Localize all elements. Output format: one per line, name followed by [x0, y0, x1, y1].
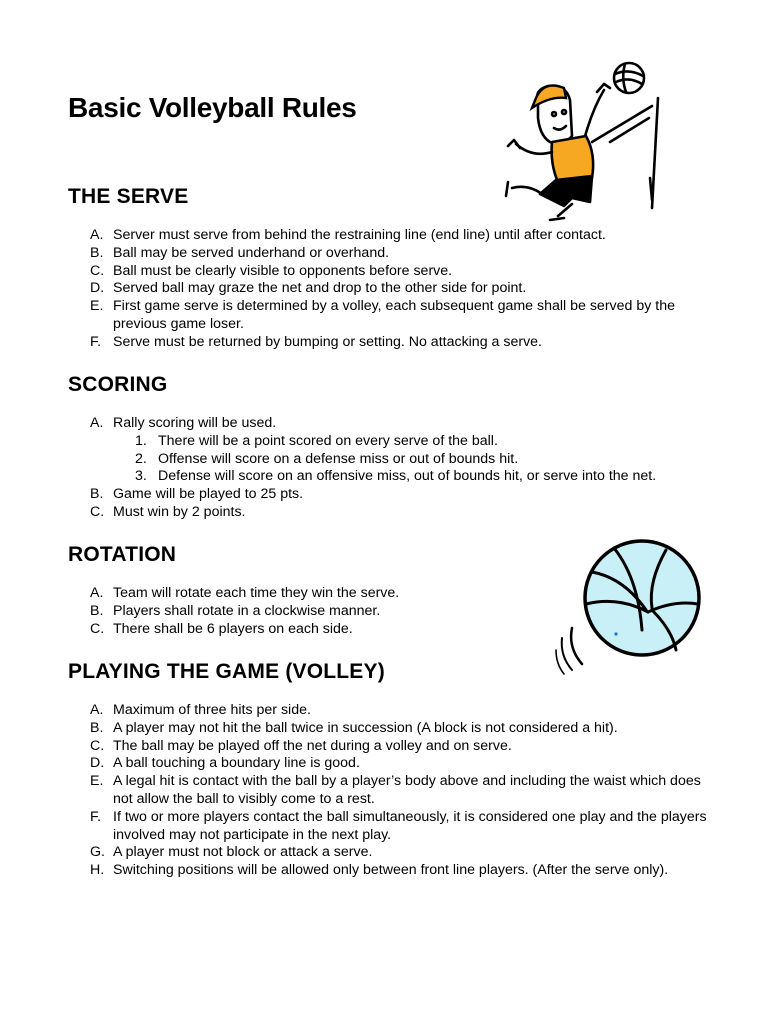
list-item: A. Maximum of three hits per side. — [90, 702, 311, 718]
list-item: D. Served ball may graze the net and drop to the other side for point. — [90, 280, 527, 297]
list-item: E. A legal hit is contact with the ball by a player’s body above and including the waist which does not allow the ball to visibly come to a rest. — [90, 773, 701, 807]
list-item: A. Team will rotate each time they win the serve. — [90, 585, 400, 601]
volleyball-icon — [554, 538, 704, 678]
list-item: A. Server must serve from behind the restraining line (end line) until after contact. — [90, 227, 606, 243]
page-title: Basic Volleyball Rules — [68, 92, 357, 123]
section-scoring — [68, 372, 708, 522]
section-playing-the-game — [68, 659, 708, 880]
list-item: B. Game will be played to 25 pts. — [90, 486, 304, 503]
sub-list-item: 3. Defense will score on an offensive miss, out of bounds hit, or serve into the net. — [135, 468, 657, 485]
sub-list-item: 1. There will be a point scored on every serve of the ball. — [135, 432, 498, 449]
list-item: B. A player may not hit the ball twice in succession (A block is not considered a hit). — [90, 719, 618, 736]
list-item: C. There shall be 6 players on each side. — [90, 620, 353, 637]
section-heading: ROTATION — [68, 543, 177, 566]
list-item: B. Players shall rotate in a clockwise manner. — [90, 602, 381, 619]
list-item: C. Ball must be clearly visible to opponents before serve. — [90, 262, 453, 279]
section-heading: PLAYING THE GAME (VOLLEY) — [68, 660, 385, 683]
list-item: E. First game serve is determined by a volley, each subsequent game shall be served by the previous game loser. — [90, 298, 676, 332]
list-item: C. Must win by 2 points. — [90, 503, 246, 520]
section-the-serve — [68, 184, 708, 352]
section-heading: SCORING — [68, 373, 168, 396]
section-heading: THE SERVE — [68, 185, 189, 208]
list-item: F. If two or more players contact the ball simultaneously, it is considered one play and the players involved may not participate in the next play. — [90, 808, 707, 843]
list-item: G. A player must not block or attack a serve. — [90, 844, 373, 861]
list-item: H. Switching positions will be allowed only between front line players. (After the serve only). — [90, 862, 669, 879]
list-item: D. A ball touching a boundary line is good. — [90, 755, 360, 772]
list-item: F. Serve must be returned by bumping or setting. No attacking a serve. — [90, 333, 542, 350]
list-item: C. The ball may be played off the net during a volley and on serve. — [90, 737, 512, 754]
list-item: A. Rally scoring will be used. 1. There will be a point scored on every serve of the ball. 2. Offense will score on a defense miss or out of bounds hit. 3. Defense will score on an offensive miss, out of bounds hit, or serve into the net. — [68, 415, 708, 486]
list-item: B. Ball may be served underhand or overhand. — [90, 244, 390, 261]
sub-list-item: 2. Offense will score on a defense miss or out of bounds hit. — [135, 450, 519, 467]
